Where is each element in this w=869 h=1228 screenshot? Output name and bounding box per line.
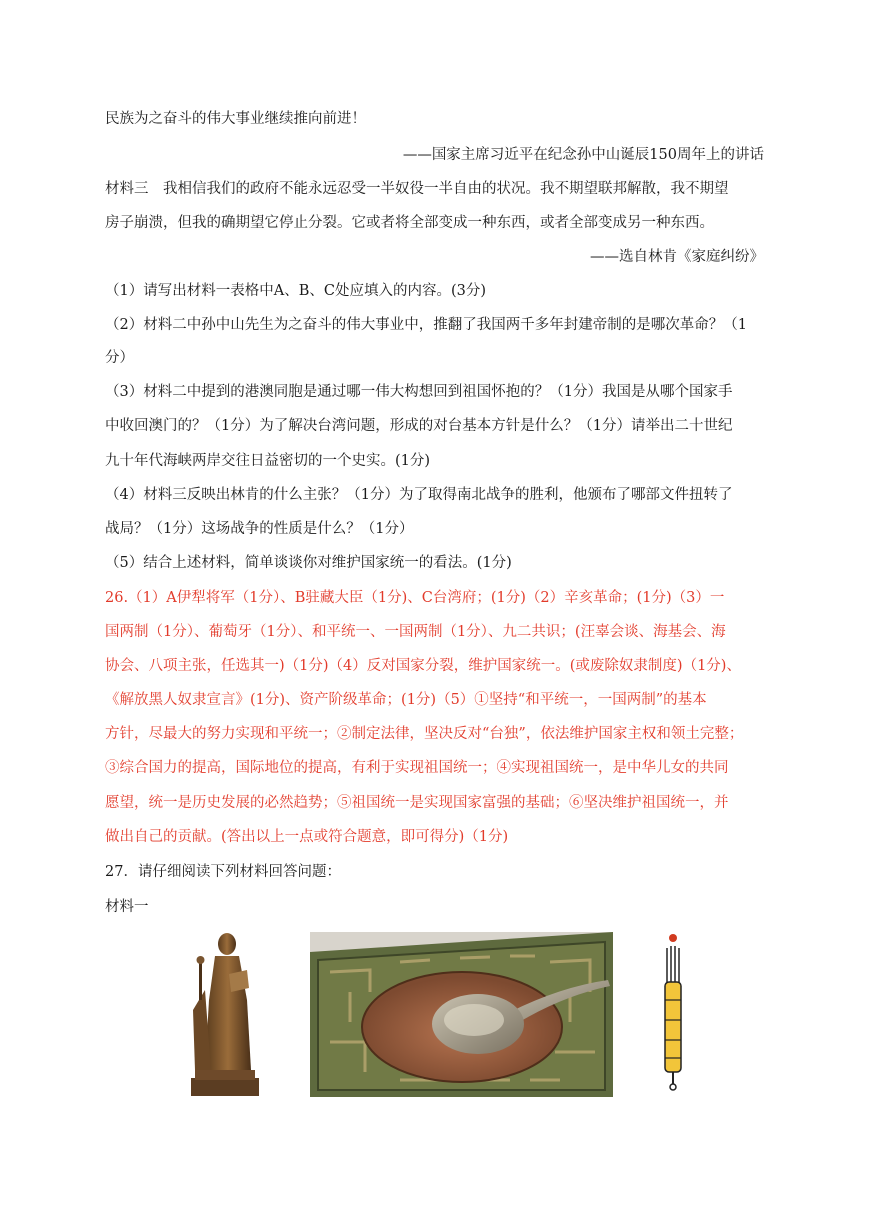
text-line: 材料三 我相信我们的政府不能永远忍受一半奴役一半自由的状况。我不期望联邦解散，我不期望 [105, 181, 729, 197]
question-line: （1）请写出材料一表格中A、B、C处应填入的内容。(3分) [105, 283, 486, 299]
answer-line: 做出自己的贡献。(答出以上一点或符合题意，即可得分)（1分) [105, 829, 509, 845]
question-line: （2）材料二中孙中山先生为之奋斗的伟大事业中，推翻了我国两千多年封建帝制的是哪次革命？（1 [105, 317, 747, 333]
question-line: 中收回澳门的？（1分）为了解决台湾问题，形成的对台基本方针是什么？（1分）请举出二十世纪 [105, 418, 733, 434]
question-line: 分） [105, 350, 134, 366]
question-line: （3）材料二中提到的港澳同胞是通过哪一伟大构想回到祖国怀抱的？（1分）我国是从哪个国家手 [105, 384, 733, 400]
answer-line: 协会、八项主张，任选其一)（1分)（4）反对国家分裂，维护国家统一。(或废除奴隶制度)（1分)、 [105, 658, 741, 674]
text-line: 房子崩溃，但我的确期望它停止分裂。它或者将全部变成一种东西，或者全部变成另一种东西。 [105, 215, 714, 231]
question-line: （4）材料三反映出林肯的什么主张？（1分）为了取得南北战争的胜利，他颁布了哪部文件扭转了 [105, 487, 733, 503]
fire-arrow-image [656, 932, 690, 1092]
question-line: 九十年代海峡两岸交往日益密切的一个史实。(1分) [105, 453, 431, 469]
text-line: 民族为之奋斗的伟大事业继续推向前进！ [105, 111, 366, 127]
question-line: （5）结合上述材料，简单谈谈你对维护国家统一的看法。(1分) [105, 555, 512, 571]
quote-attribution: ——选自林肯《家庭纠纷》 [590, 249, 764, 265]
answer-line: 愿望，统一是历史发展的必然趋势；⑤祖国统一是实现国家富强的基础；⑥坚决维护祖国统一，并 [105, 795, 729, 811]
sinan-compass-image [310, 932, 613, 1097]
material-one-label: 材料一 [105, 899, 149, 915]
answer-line: ③综合国力的提高，国际地位的提高，有利于实现祖国统一；④实现祖国统一，是中华儿女的共同 [105, 760, 729, 776]
bronze-statue-image [185, 930, 265, 1098]
answer-line: 方针，尽最大的努力实现和平统一；②制定法律，坚决反对“台独”，依法维护国家主权和领土完整； [105, 726, 744, 742]
question-line: 战局？（1分）这场战争的性质是什么？（1分） [105, 521, 414, 537]
answer-line: 《解放黑人奴隶宣言》(1分)、资产阶级革命；(1分)（5）①坚持“和平统一，一国两制”的基本 [105, 692, 707, 708]
question-27-heading: 27．请仔细阅读下列材料回答问题： [105, 864, 341, 880]
answer-line: 26.（1）A伊犁将军（1分）、B驻藏大臣（1分)、C台湾府；(1分)（2）辛亥革命；(1分)（3）一 [105, 590, 725, 606]
quote-attribution: ——国家主席习近平在纪念孙中山诞辰150周年上的讲话 [402, 147, 764, 163]
answer-line: 国两制（1分）、葡萄牙（1分）、和平统一、一国两制（1分）、九二共识；(汪辜会谈、海基会、海 [105, 624, 726, 640]
